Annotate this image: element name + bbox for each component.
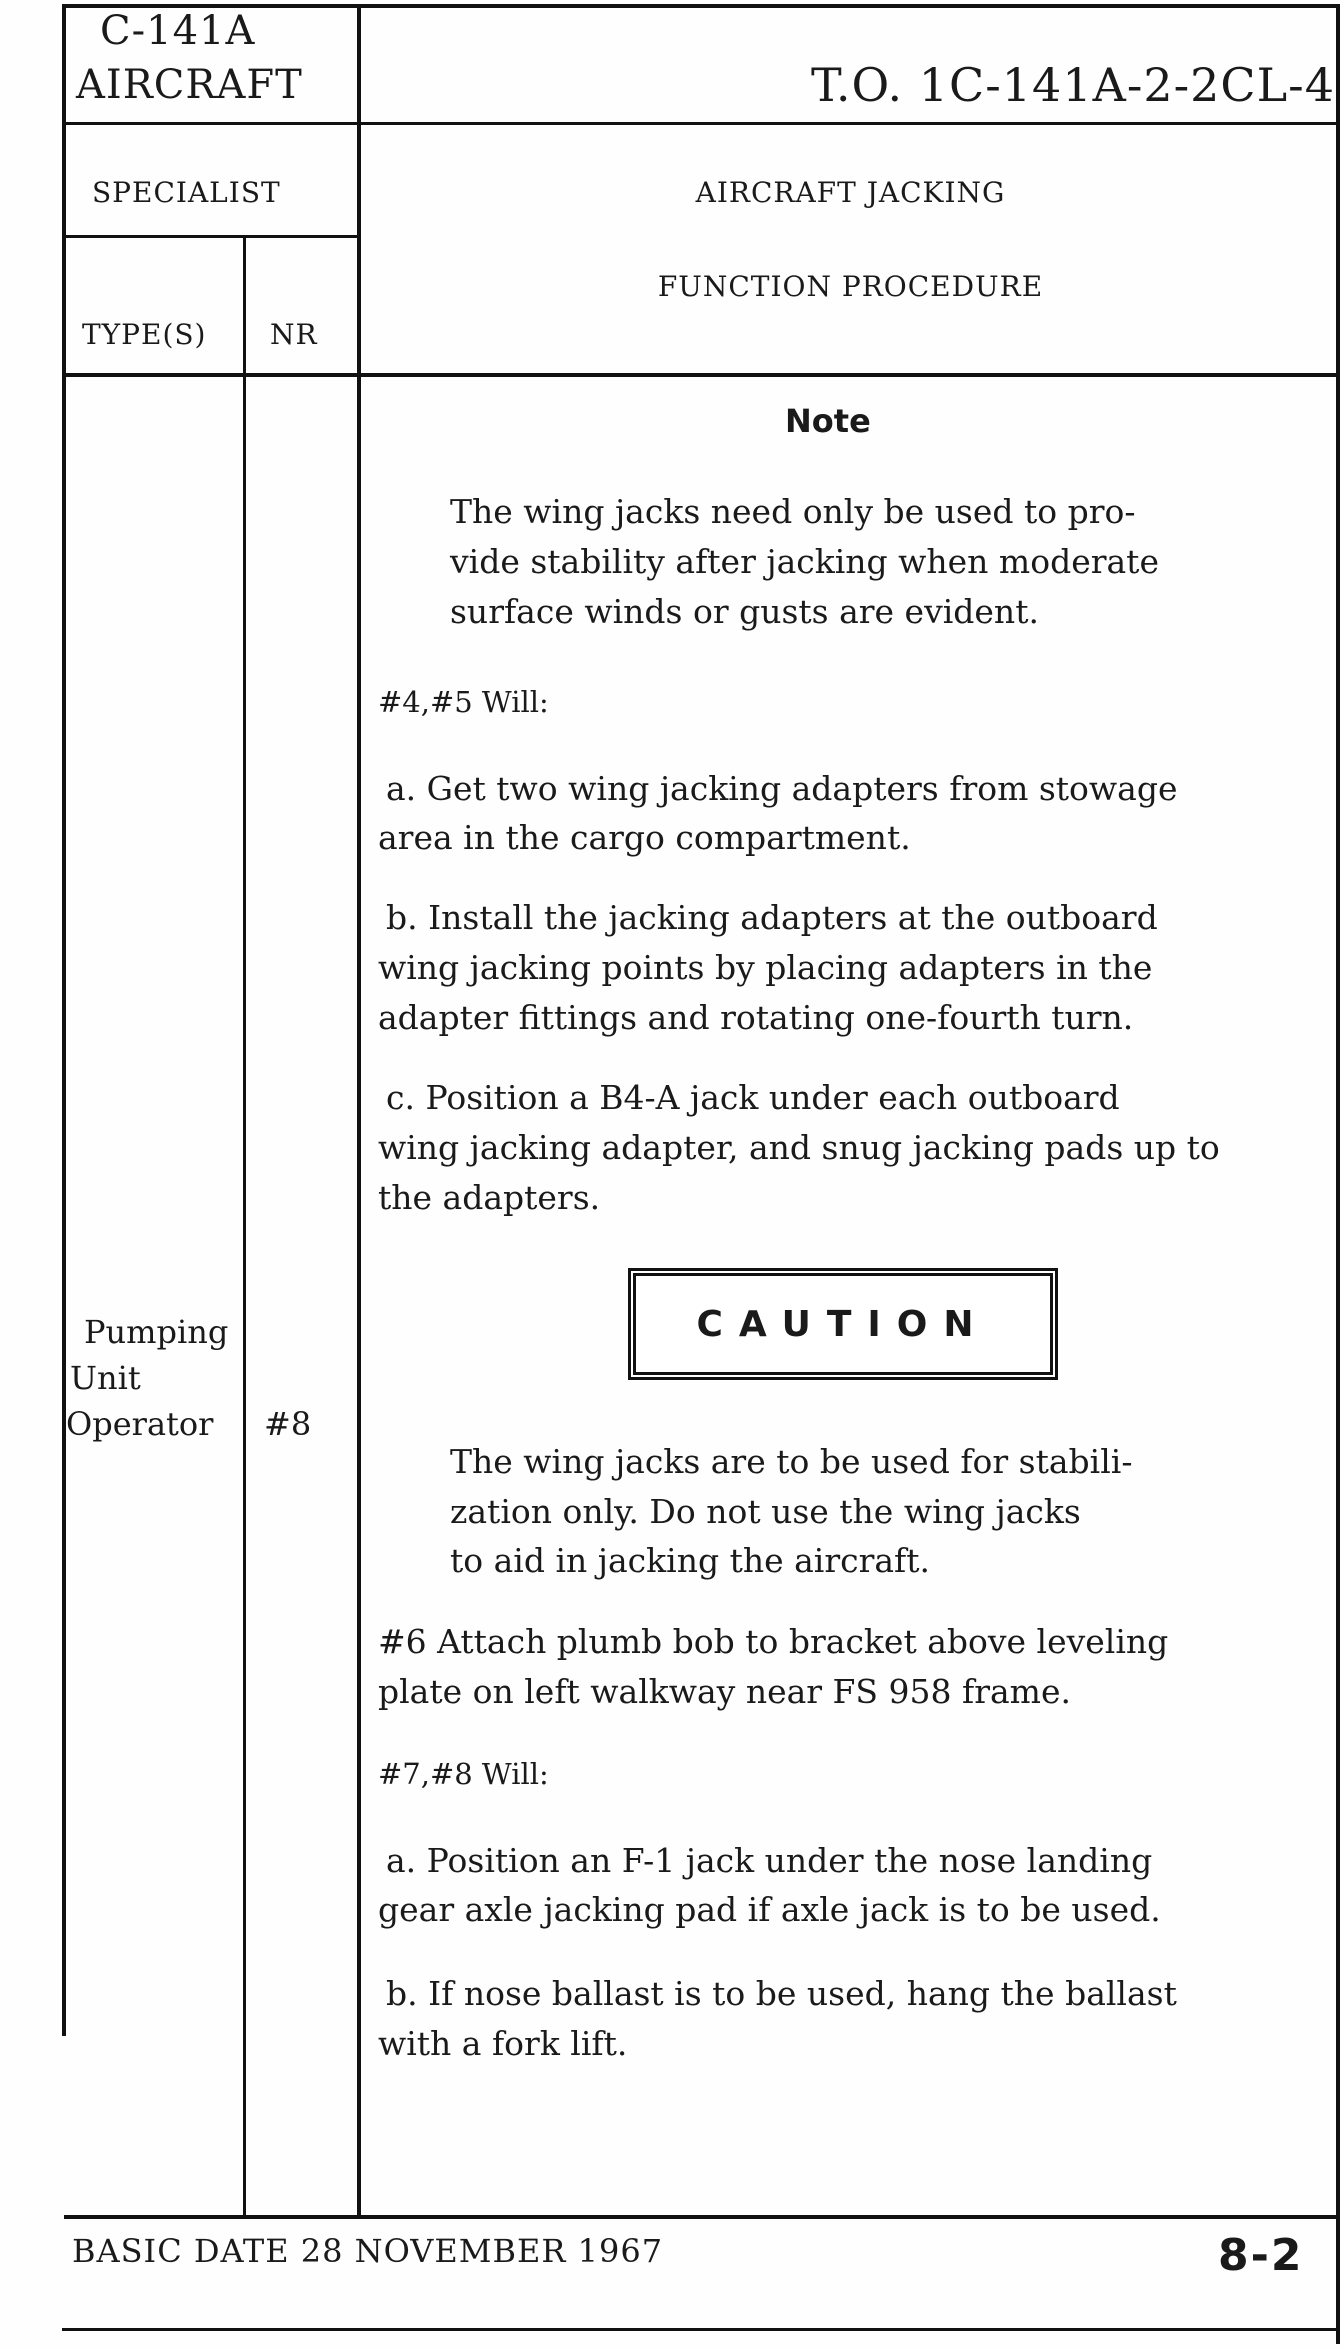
caution-line-2: zation only. Do not use the wing jacks (450, 1492, 1081, 1531)
procedure-subtitle: FUNCTION PROCEDURE (657, 270, 1044, 303)
nr-value: #8 (264, 1405, 312, 1443)
note-line-3: surface winds or gusts are evident. (450, 592, 1039, 631)
procedure-title: AIRCRAFT JACKING (695, 176, 1006, 209)
note-line-2: vide stability after jacking when moderate (450, 542, 1159, 581)
aircraft-label: AIRCRAFT (76, 62, 303, 108)
page-number: 8-2 (1218, 2230, 1304, 2281)
type-line-2: Unit (70, 1359, 141, 1397)
steps-7-8-heading: #7,#8 Will: (378, 1757, 549, 1791)
step-b-line-3: adapter fittings and rotating one-fourth turn. (378, 998, 1134, 1037)
caution-box (628, 1268, 1058, 1380)
basic-date: BASIC DATE 28 NOVEMBER 1967 (72, 2232, 664, 2270)
type-column-label: TYPE(S) (82, 318, 207, 351)
step-c-line-1: c. Position a B4-A jack under each outboard (386, 1078, 1120, 1117)
specialist-label: SPECIALIST (92, 176, 281, 209)
steps-4-5-heading: #4,#5 Will: (378, 685, 549, 719)
technical-order-number: T.O. 1C-141A-2-2CL-4 (810, 58, 1335, 112)
type-nr-divider (243, 237, 246, 2217)
caution-line-3: to aid in jacking the aircraft. (450, 1541, 930, 1580)
step-a-line-2: area in the cargo compartment. (378, 818, 911, 857)
step-7-8-b-line-2: with a fork lift. (378, 2024, 628, 2063)
step-b-line-2: wing jacking points by placing adapters in the (378, 948, 1153, 987)
header-divider-1 (62, 122, 1340, 125)
step-7-8-a-line-1: a. Position an F-1 jack under the nose landing (386, 1841, 1153, 1880)
left-border (62, 4, 66, 2036)
step-a-line-1: a. Get two wing jacking adapters from stowage (386, 769, 1178, 808)
step-7-8-b-line-1: b. If nose ballast is to be used, hang the ballast (386, 1974, 1177, 2013)
step-7-8-a-line-2: gear axle jacking pad if axle jack is to be used. (378, 1890, 1161, 1929)
right-border (1336, 4, 1340, 2344)
step-6-line-1: #6 Attach plumb bob to bracket above leveling (378, 1622, 1169, 1661)
step-6-line-2: plate on left walkway near FS 958 frame. (378, 1672, 1071, 1711)
step-c-line-3: the adapters. (378, 1178, 601, 1217)
header-vertical-divider (357, 4, 361, 2216)
caution-line-1: The wing jacks are to be used for stabili- (450, 1442, 1133, 1481)
aircraft-model: C-141A (100, 8, 256, 54)
note-line-1: The wing jacks need only be used to pro- (450, 492, 1136, 531)
header-divider-2 (62, 235, 360, 238)
header-divider-3 (62, 373, 1340, 377)
caution-label: CAUTION (696, 1303, 990, 1345)
note-title: Note (785, 402, 871, 440)
nr-column-label: NR (270, 318, 318, 351)
step-b-line-1: b. Install the jacking adapters at the outboard (386, 898, 1158, 937)
bottom-border (62, 2328, 1340, 2331)
type-line-1: Pumping (84, 1313, 229, 1351)
step-c-line-2: wing jacking adapter, and snug jacking pads up to (378, 1128, 1220, 1167)
footer-divider (64, 2215, 1340, 2219)
type-line-3: Operator (66, 1405, 214, 1443)
